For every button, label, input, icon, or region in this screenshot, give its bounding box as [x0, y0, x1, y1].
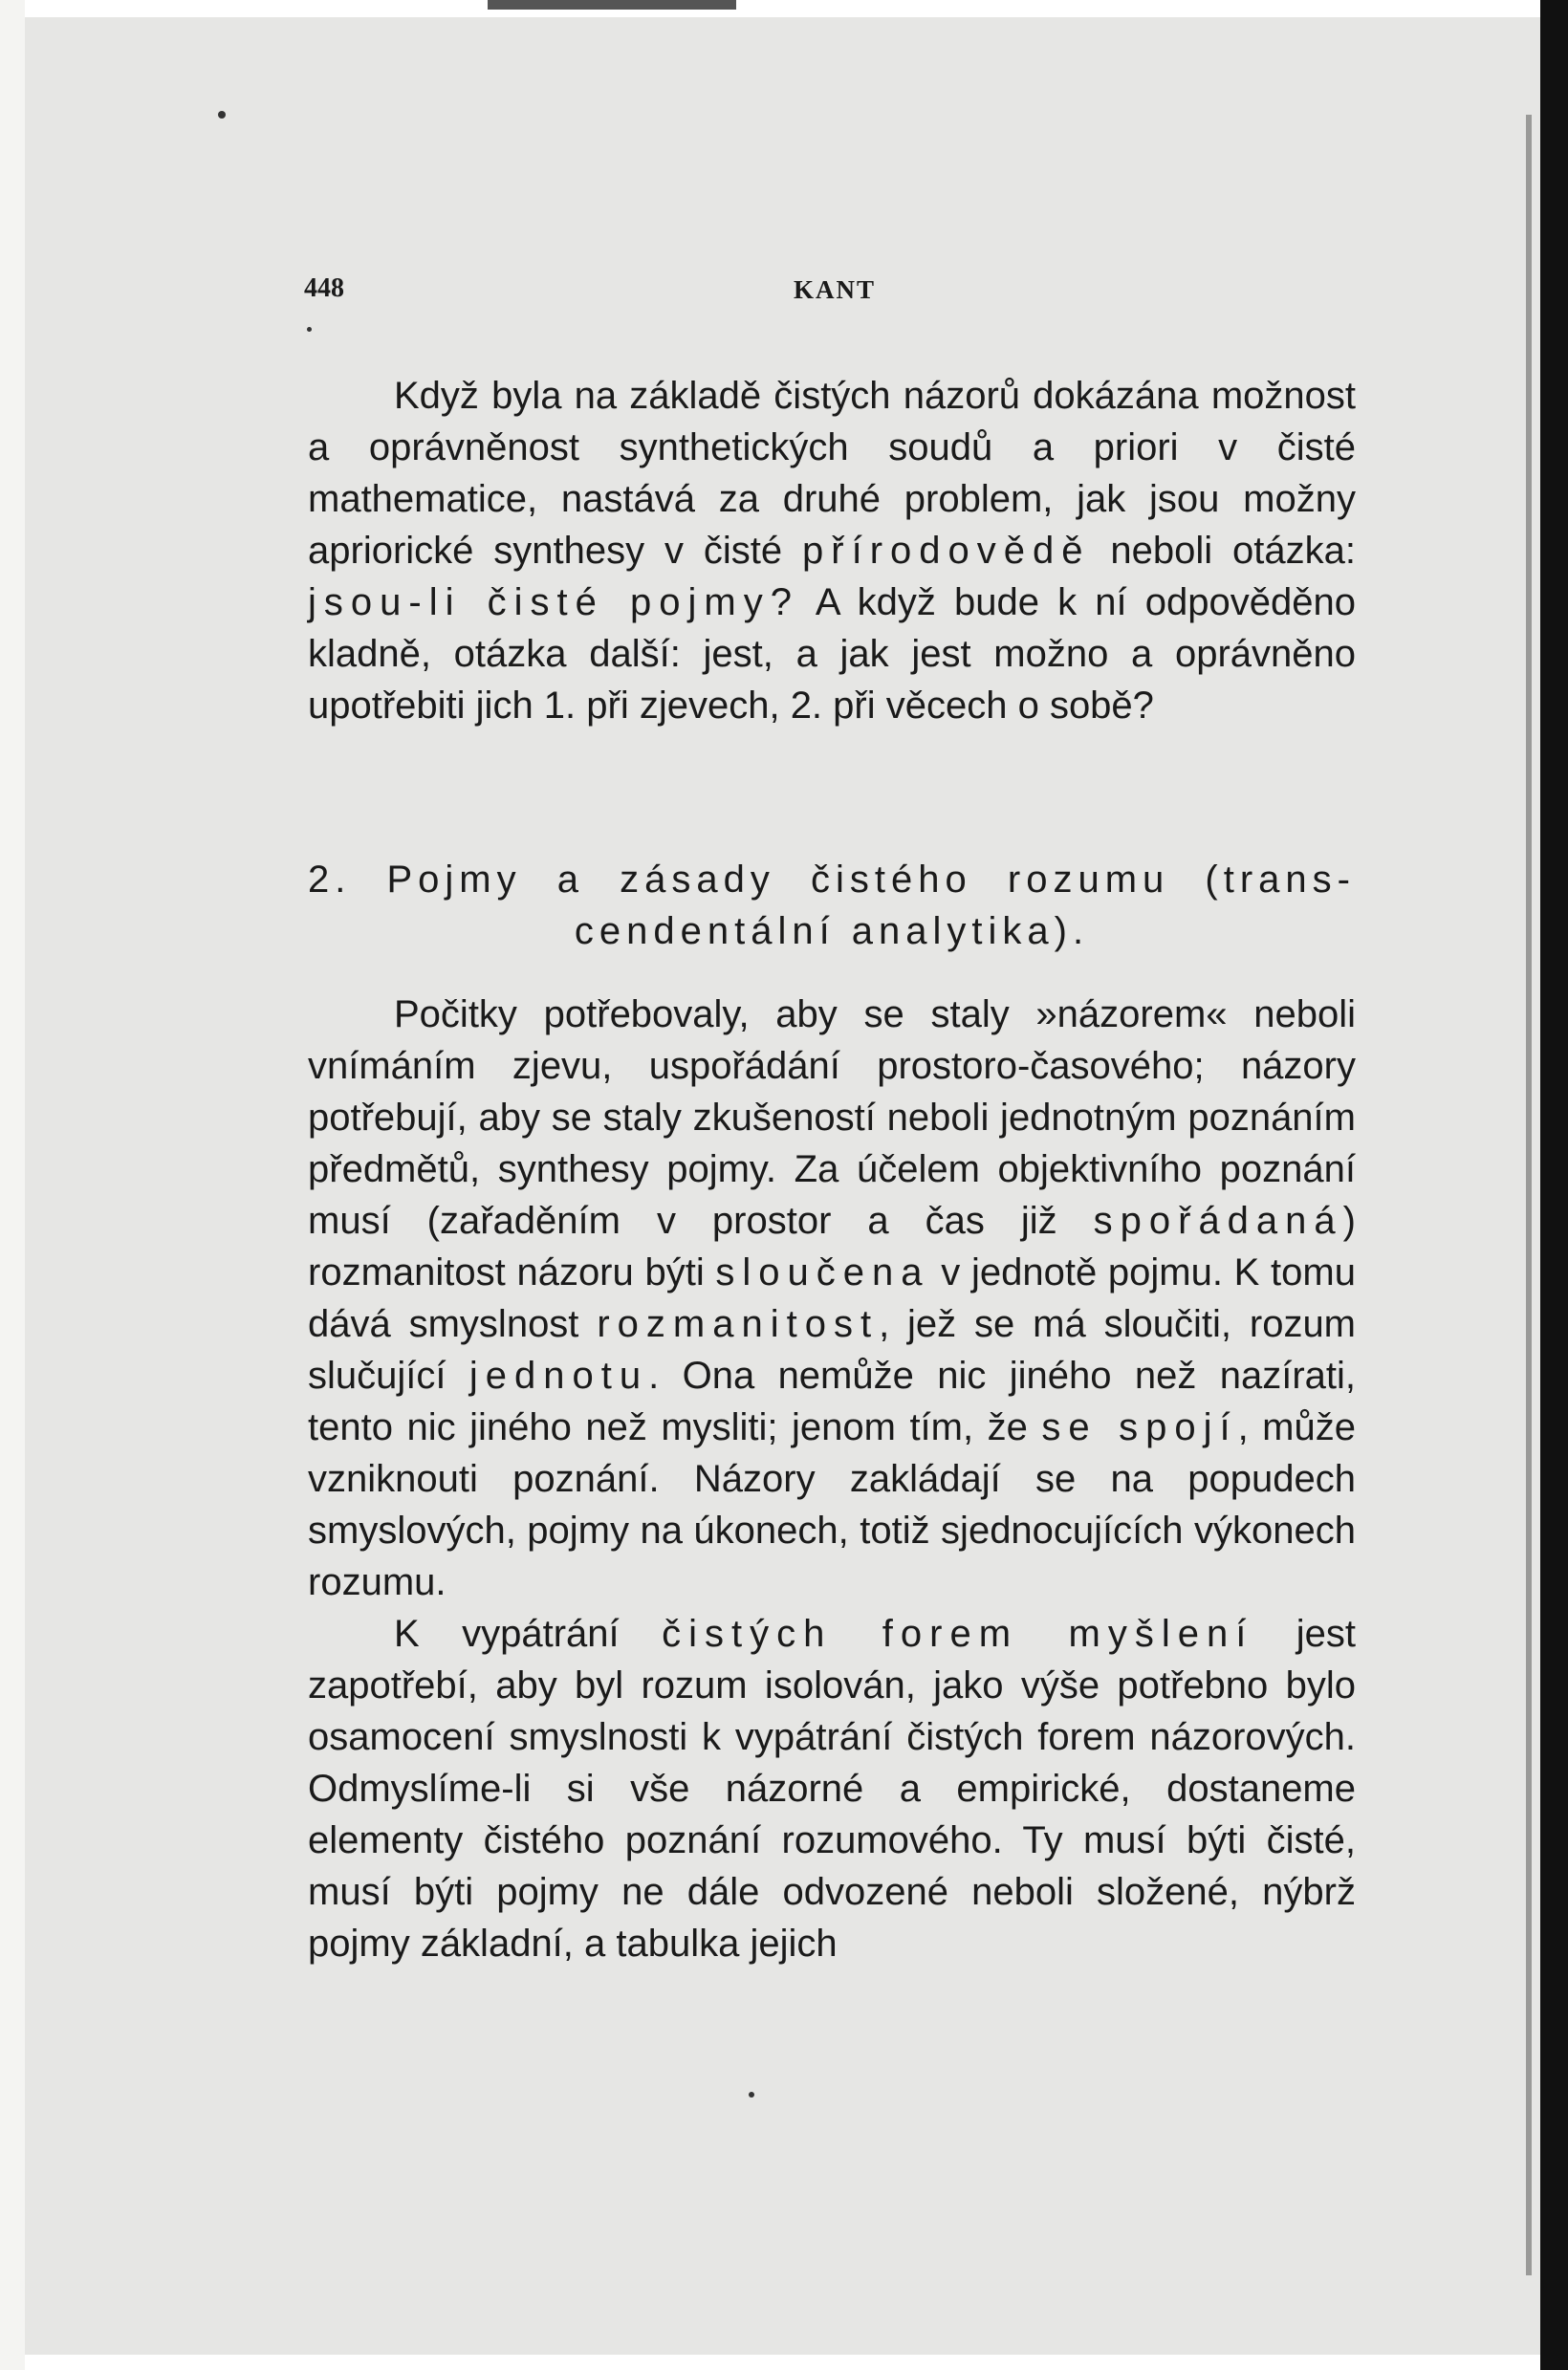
paragraph: K vypátrání čistých forem myšlení jest zapotřebí, aby byl rozum isolován, jako výše potřebno bylo osamocení smyslnosti k vypátrání čistých forem názorových. Odmyslíme-li si vše názorné a empirické, dostaneme elementy čistého poznání rozumového. Ty musí býti čisté, musí býti pojmy ne dále odvozené neboli složené, nýbrž pojmy základní, a tabulka jejich: [308, 1613, 1357, 1965]
page-edge-shadow: [1526, 115, 1532, 2275]
section-heading-line1: 2. Pojmy a zásady čistého rozumu (trans-: [308, 859, 1356, 901]
emphasis-spaced: jsou-li čisté pojmy?: [308, 581, 799, 623]
section2-body: [308, 989, 1356, 1969]
emphasis-spaced: spořádaná: [1093, 1200, 1343, 1242]
scan-speck: [749, 2092, 754, 2098]
page-number: 448: [304, 273, 344, 303]
paragraph: Počitky potřebovaly, aby se staly »názorem« neboli vnímáním zjevu, uspořádání prostoro-časového; názory potřebují, aby se staly zkušeností neboli jednotným poznáním předmětů, synthesy pojmy. Za účelem objektivního poznání musí (zařaděním v prostor a čas již spořádaná) rozmanitost názoru býti sloučena v jednotě pojmu. K tomu dává smyslnost rozmanitost, jež se má sloučiti, rozum slučující jednotu. Ona nemůže nic jiného než nazírati, tento nic jiného než mysliti; jenom tím, že se spojí, může vzniknouti poznání. Názory zakládají se na popudech smyslových, pojmy na úkonech, totiž sjednocujících výkonech rozumu.: [308, 993, 1357, 1603]
section-heading: [308, 854, 1356, 957]
emphasis-spaced: čistých forem myšlení: [662, 1613, 1254, 1655]
emphasis-spaced: se spojí: [1041, 1406, 1238, 1448]
paragraph: Když byla na základě čistých názorů dokázána možnost a oprávněnost synthetických soudů a priori v čisté mathematice, nastává za druhé problem, jak jsou možny apriorické synthesy v čisté přírodovědě neboli otázka: jsou-li čisté pojmy? A když bude k ní odpověděno kladně, otázka další: jest, a jak jest možno a oprávněno upotřebiti jich 1. při zjevech, 2. při věcech o sobě?: [308, 375, 1357, 727]
section-heading-line2: cendentální analytika).: [574, 910, 1090, 952]
running-title: KANT: [794, 275, 877, 304]
scan-margin-left: [0, 0, 25, 2370]
scan-speck: [307, 327, 312, 332]
scan-border-right: [1540, 0, 1568, 2370]
running-head: [304, 273, 1356, 312]
emphasis-spaced: sloučena: [715, 1251, 930, 1294]
scan-artifact-top: [488, 0, 736, 10]
scan-speck: [218, 111, 226, 119]
emphasis-spaced: přírodovědě: [802, 530, 1091, 572]
section1-body: [308, 370, 1356, 731]
emphasis-spaced: rozmanitost: [597, 1303, 880, 1345]
emphasis-spaced: jednotu: [468, 1355, 649, 1397]
